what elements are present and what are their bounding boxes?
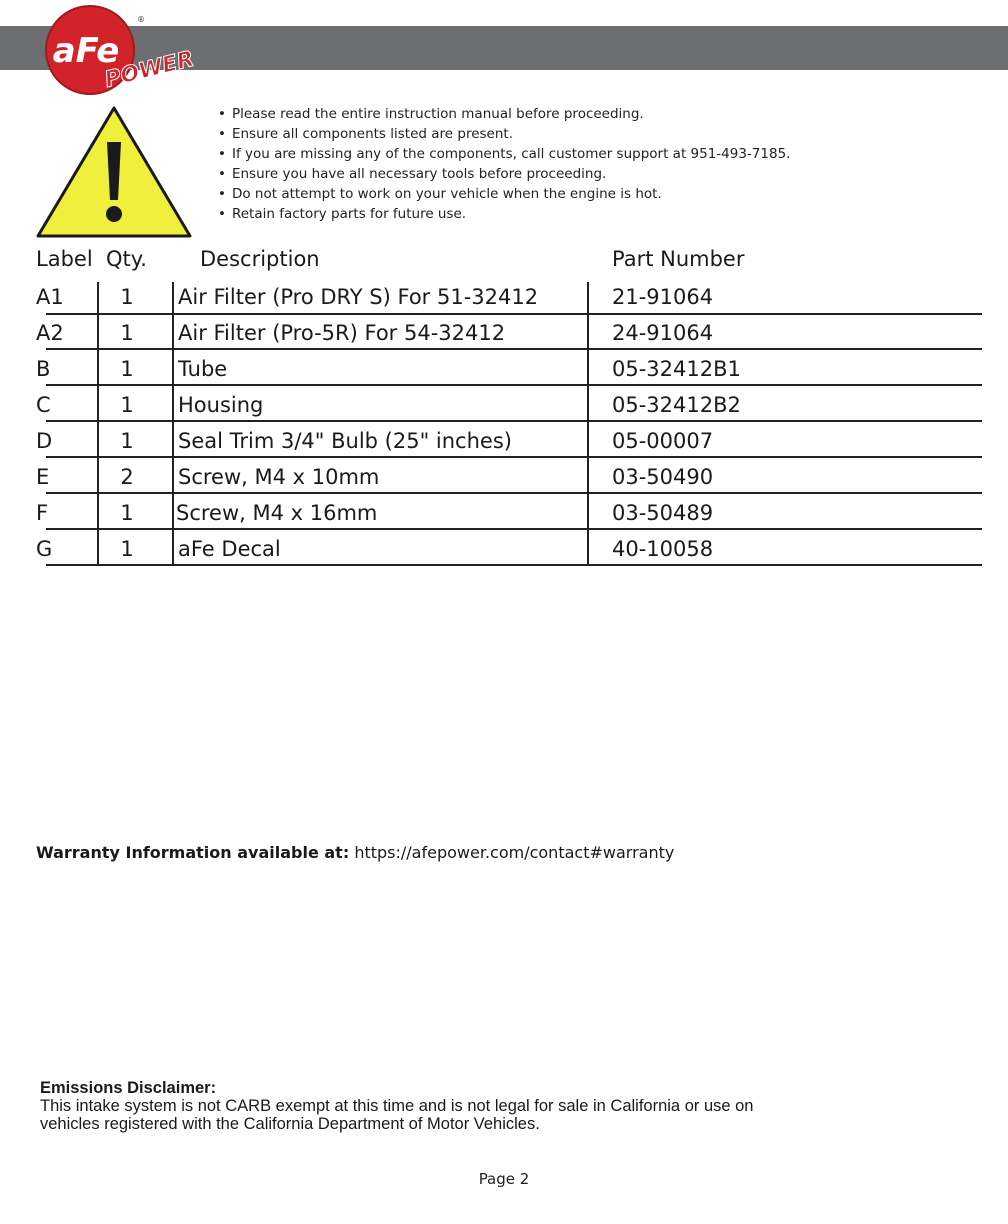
cell-label: B xyxy=(36,357,51,381)
table-row xyxy=(0,280,1008,316)
warning-item: • Ensure all components listed are present. xyxy=(218,124,790,144)
emissions-text-line: vehicles registered with the California Department of Motor Vehicles. xyxy=(40,1115,540,1133)
cell-label: A2 xyxy=(36,321,64,345)
cell-part-number: 24-91064 xyxy=(612,321,714,345)
row-divider xyxy=(46,564,982,566)
cell-qty: 1 xyxy=(120,501,134,525)
cell-part-number: 40-10058 xyxy=(612,537,714,561)
cell-label: A1 xyxy=(36,285,64,309)
table-row xyxy=(0,424,1008,460)
cell-part-number: 05-00007 xyxy=(612,429,714,453)
warranty-info xyxy=(36,843,674,862)
logo-subtext: POWER xyxy=(102,46,197,94)
row-divider xyxy=(46,492,982,494)
cell-description: Tube xyxy=(178,357,228,381)
cell-label: F xyxy=(36,501,49,525)
cell-qty: 2 xyxy=(120,465,134,489)
warranty-link[interactable]: https://afepower.com/contact#warranty xyxy=(354,843,675,862)
warranty-label: Warranty Information available at: xyxy=(36,843,350,862)
cell-qty: 1 xyxy=(120,285,134,309)
row-divider xyxy=(46,456,982,458)
cell-label: C xyxy=(36,393,51,417)
cell-qty: 1 xyxy=(120,321,134,345)
row-divider xyxy=(46,420,982,422)
header-part-number: Part Number xyxy=(612,247,745,271)
afe-power-logo xyxy=(40,0,200,100)
table-row xyxy=(0,532,1008,568)
row-divider xyxy=(46,384,982,386)
table-row xyxy=(0,460,1008,496)
column-divider xyxy=(97,282,99,564)
warning-item: • Do not attempt to work on your vehicle when the engine is hot. xyxy=(218,184,790,204)
header-qty: Qty. xyxy=(106,247,147,271)
cell-part-number: 05-32412B1 xyxy=(612,357,741,381)
emissions-text-line: This intake system is not CARB exempt at this time and is not legal for sale in California or use on xyxy=(40,1097,754,1115)
cell-description: Seal Trim 3/4" Bulb (25" inches) xyxy=(178,429,512,453)
row-divider xyxy=(46,313,982,315)
table-row xyxy=(0,388,1008,424)
cell-description: Housing xyxy=(178,393,264,417)
cell-description: aFe Decal xyxy=(178,537,281,561)
cell-part-number: 21-91064 xyxy=(612,285,714,309)
warning-item: • Please read the entire instruction manual before proceeding. xyxy=(218,104,790,124)
row-divider xyxy=(46,348,982,350)
cell-part-number: 03-50489 xyxy=(612,501,714,525)
header-description: Description xyxy=(200,247,320,271)
cell-description: Air Filter (Pro-5R) For 54-32412 xyxy=(178,321,506,345)
column-divider xyxy=(587,282,589,564)
warning-item: • If you are missing any of the components, call customer support at 951-493-7185. xyxy=(218,144,790,164)
column-divider xyxy=(172,282,174,564)
row-divider xyxy=(46,528,982,530)
cell-description: Screw, M4 x 16mm xyxy=(176,501,378,525)
page-number: Page 2 xyxy=(478,1170,530,1188)
cell-label: G xyxy=(36,537,53,561)
cell-description: Screw, M4 x 10mm xyxy=(178,465,380,489)
cell-label: D xyxy=(36,429,53,453)
emissions-disclaimer xyxy=(40,1079,940,1133)
table-row xyxy=(0,316,1008,352)
cell-description: Air Filter (Pro DRY S) For 51-32412 xyxy=(178,285,539,309)
emissions-title: Emissions Disclaimer: xyxy=(40,1079,217,1097)
cell-qty: 1 xyxy=(120,357,134,381)
cell-qty: 1 xyxy=(120,537,134,561)
cell-part-number: 03-50490 xyxy=(612,465,714,489)
logo-text: aFe xyxy=(52,31,120,71)
warning-triangle-icon xyxy=(34,104,194,242)
table-row xyxy=(0,352,1008,388)
table-row xyxy=(0,496,1008,532)
cell-qty: 1 xyxy=(120,429,134,453)
cell-label: E xyxy=(36,465,50,489)
header-label: Label xyxy=(36,247,93,271)
cell-qty: 1 xyxy=(120,393,134,417)
warning-item: • Retain factory parts for future use. xyxy=(218,204,790,224)
warning-list xyxy=(218,104,790,224)
registered-mark: ® xyxy=(137,15,145,24)
cell-part-number: 05-32412B2 xyxy=(612,393,741,417)
warning-item: • Ensure you have all necessary tools before proceeding. xyxy=(218,164,790,184)
